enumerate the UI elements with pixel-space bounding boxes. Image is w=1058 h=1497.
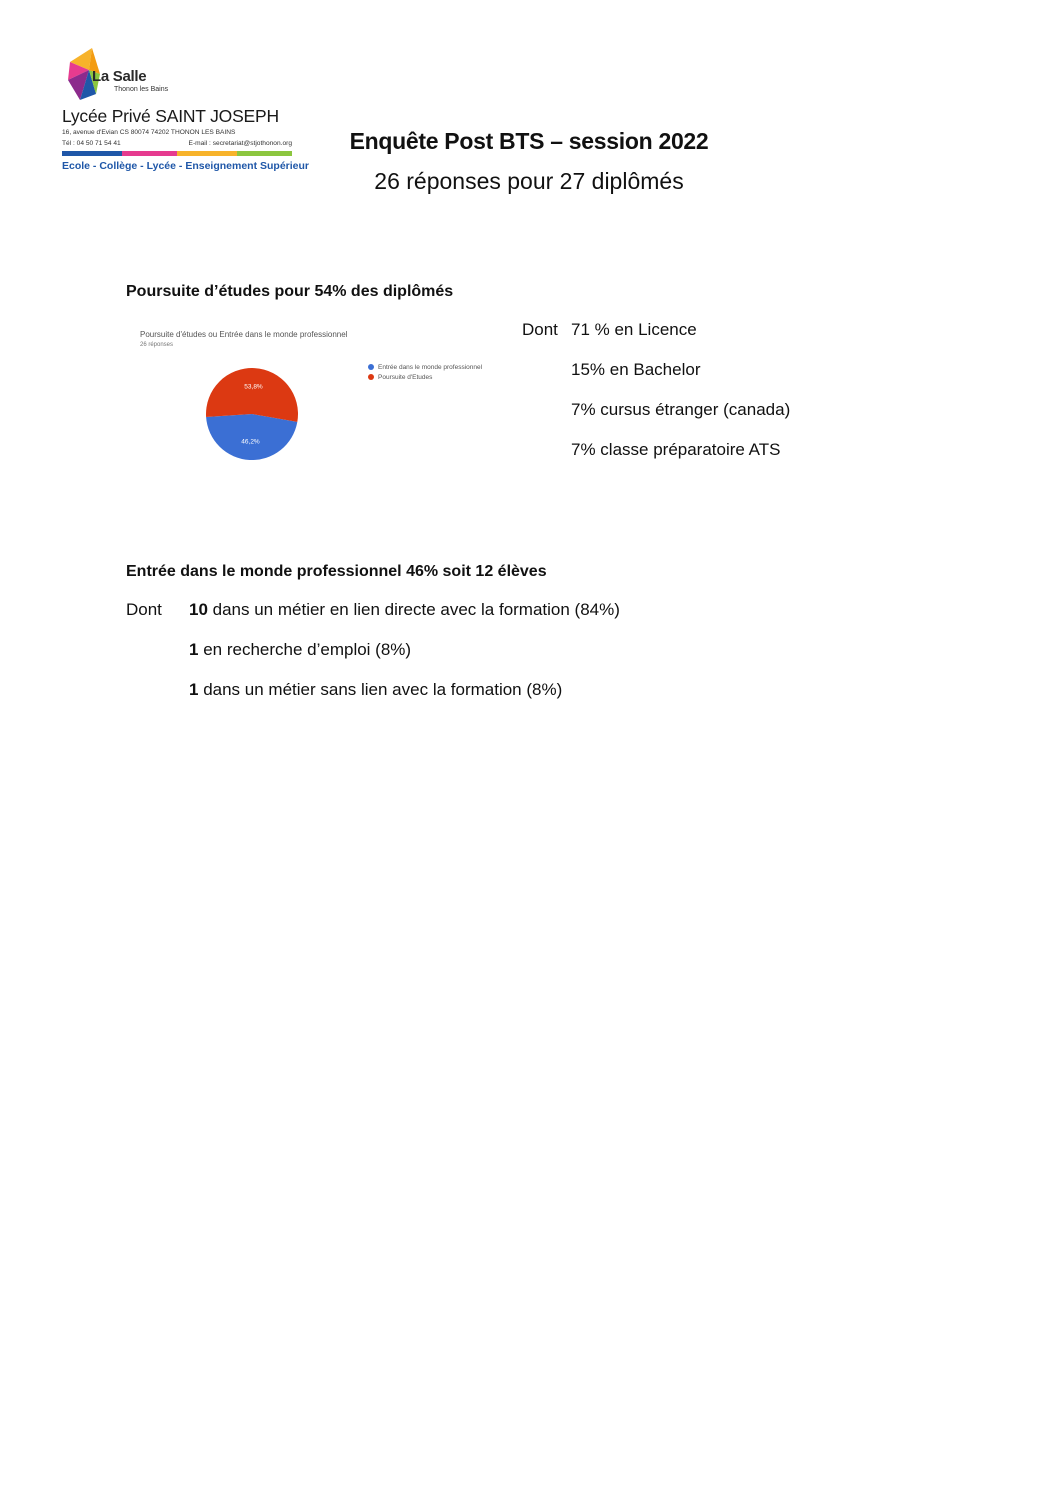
item-count: 1	[189, 640, 199, 659]
dont-label: Dont	[522, 320, 558, 339]
logo-brand: La Salle	[92, 68, 147, 85]
school-name: Lycée Privé SAINT JOSEPH	[62, 106, 279, 126]
logo-brand-sub: Thonon les Bains	[114, 86, 169, 93]
list-item: 7% cursus étranger (canada)	[571, 400, 791, 419]
legend-dot-icon	[368, 364, 374, 370]
page-title: Enquête Post BTS – session 2022	[349, 128, 709, 154]
item-text: dans un métier en lien directe avec la formation (84%)	[207, 600, 620, 619]
item-count: 1	[189, 680, 199, 699]
list-item: 71 % en Licence	[571, 320, 697, 339]
pie-slice-studies	[206, 368, 298, 422]
legend-label: Poursuite d'Etudes	[378, 374, 433, 381]
list-item: 15% en Bachelor	[571, 360, 701, 379]
list-item: 7% classe préparatoire ATS	[571, 440, 781, 459]
legend-item-studies	[368, 374, 432, 381]
professional-breakdown	[126, 600, 826, 720]
document-title	[0, 128, 1058, 155]
item-count: 10	[189, 600, 208, 619]
chart-subtitle: 26 réponses	[140, 342, 174, 348]
item-text: en recherche d’emploi (8%)	[198, 640, 412, 659]
list-item	[189, 640, 411, 660]
section-heading-professional: Entrée dans le monde professionnel 46% soit 12 élèves	[126, 563, 547, 580]
pie-label-studies: 53,8%	[244, 383, 263, 391]
dont-label: Dont	[126, 600, 162, 619]
legend-dot-icon	[368, 374, 374, 380]
pie-chart-panel	[128, 318, 508, 478]
section-heading-studies: Poursuite d’études pour 54% des diplômés	[126, 283, 454, 300]
school-phone: Tél : 04 50 71 54 41	[62, 140, 121, 147]
list-item	[189, 680, 562, 700]
pie-slice-professional	[206, 414, 297, 460]
school-logo	[62, 44, 310, 184]
chart-title: Poursuite d'études ou Entrée dans le monde professionnel	[140, 330, 348, 339]
pie-label-professional: 46,2%	[241, 438, 260, 446]
legend-item-professional	[368, 364, 482, 371]
pie-chart	[128, 318, 508, 478]
legend-label: Entrée dans le monde professionnel	[378, 364, 483, 371]
item-text: dans un métier sans lien avec la formation (8%)	[198, 680, 563, 699]
list-item	[189, 600, 620, 620]
school-address: 16, avenue d'Evian CS 80074 74202 THONON LES BAINS	[62, 129, 236, 136]
school-email: E-mail : secretariat@stjothonon.org	[188, 140, 292, 147]
page-subtitle: 26 réponses pour 27 diplômés	[374, 168, 684, 194]
school-tagline: Ecole - Collège - Lycée - Enseignement Supérieur	[62, 160, 310, 172]
